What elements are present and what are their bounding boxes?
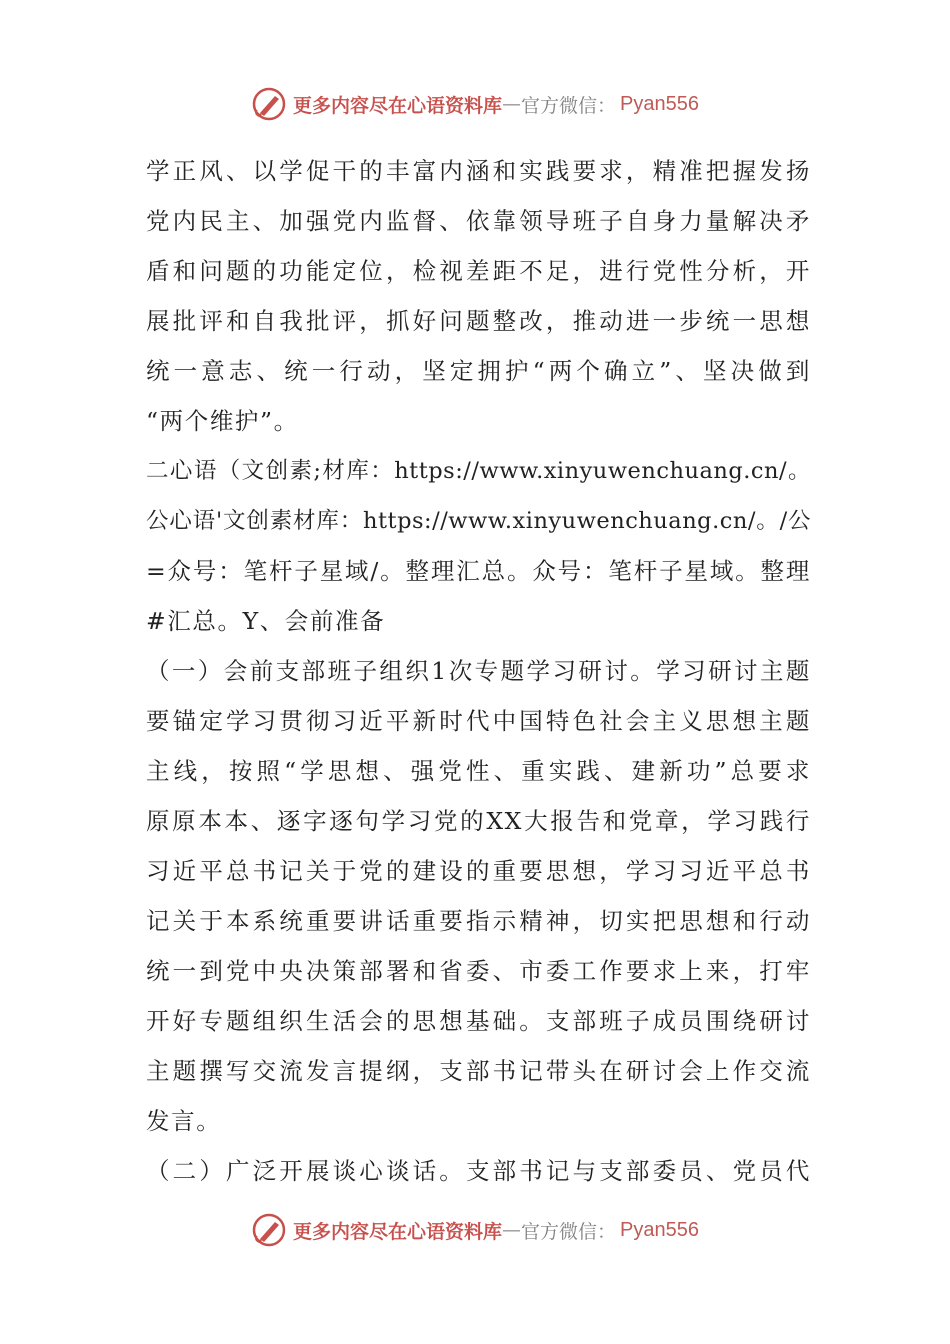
text-line: 公心语'文创素材库：https://www.xinyuwenchuang.cn/。/公 (146, 508, 811, 534)
text-line: “两个维护”。 (146, 407, 299, 435)
text-line: 党内民主、加强党内监督、依靠领导班子自身力量解决矛 (146, 207, 811, 235)
text-line: 盾和问题的功能定位，检视差距不足，进行党性分析，开 (146, 257, 811, 285)
watermark-separator: — (502, 93, 522, 115)
pen-logo-icon (251, 86, 287, 122)
watermark-brand: 更多内容尽在心语资料库 (293, 1220, 503, 1243)
document-body (146, 146, 811, 1196)
watermark-brand: 更多内容尽在心语资料库 (293, 94, 503, 117)
text-line: 统一到党中央决策部署和省委、市委工作要求上来，打牢 (146, 957, 811, 985)
text-line: 主线，按照“学思想、强党性、重实践、建新功”总要求 (146, 757, 811, 785)
text-line: 主题撰写交流发言提纲，支部书记带头在研讨会上作交流 (146, 1057, 811, 1085)
text-line: 统一意志、统一行动，坚定拥护“两个确立”、坚决做到 (146, 357, 811, 385)
watermark-label: 官方微信： (521, 1220, 617, 1243)
text-line: 习近平总书记关于党的建设的重要思想，学习习近平总书 (146, 857, 811, 885)
text-line: 发言。 (146, 1107, 222, 1135)
watermark-separator: — (502, 1219, 522, 1241)
text-line: 原原本本、逐字逐句学习党的XX大报告和党章，学习践行 (146, 807, 811, 835)
text-line: （二）广泛开展谈心谈话。支部书记与支部委员、党员代 (146, 1157, 811, 1185)
text-line: （一）会前支部班子组织1次专题学习研讨。学习研讨主题 (146, 657, 811, 685)
text-line: 展批评和自我批评，抓好问题整改，推动进一步统一思想 (146, 307, 811, 335)
watermark-label: 官方微信： (521, 94, 617, 117)
pen-logo-icon (251, 1212, 287, 1248)
text-line: 学正风、以学促干的丰富内涵和实践要求，精准把握发扬 (146, 157, 811, 185)
text-line: 二心语（文创素;材库：https://www.xinyuwenchuang.cn/。 (146, 458, 811, 484)
watermark-wechat-id: Pyan556 (620, 92, 699, 115)
header-watermark (0, 84, 950, 124)
text-line: 开好专题组织生活会的思想基础。支部班子成员围绕研讨 (146, 1007, 811, 1035)
text-line: #汇总。Y、会前准备 (146, 607, 386, 635)
footer-watermark (0, 1210, 950, 1250)
text-line: 要锚定学习贯彻习近平新时代中国特色社会主义思想主题 (146, 707, 811, 735)
text-line: 记关于本系统重要讲话重要指示精神，切实把思想和行动 (146, 907, 811, 935)
text-line: =众号：笔杆子星域/。整理汇总。众号：笔杆子星域。整理 (146, 557, 811, 585)
watermark-wechat-id: Pyan556 (620, 1218, 699, 1241)
